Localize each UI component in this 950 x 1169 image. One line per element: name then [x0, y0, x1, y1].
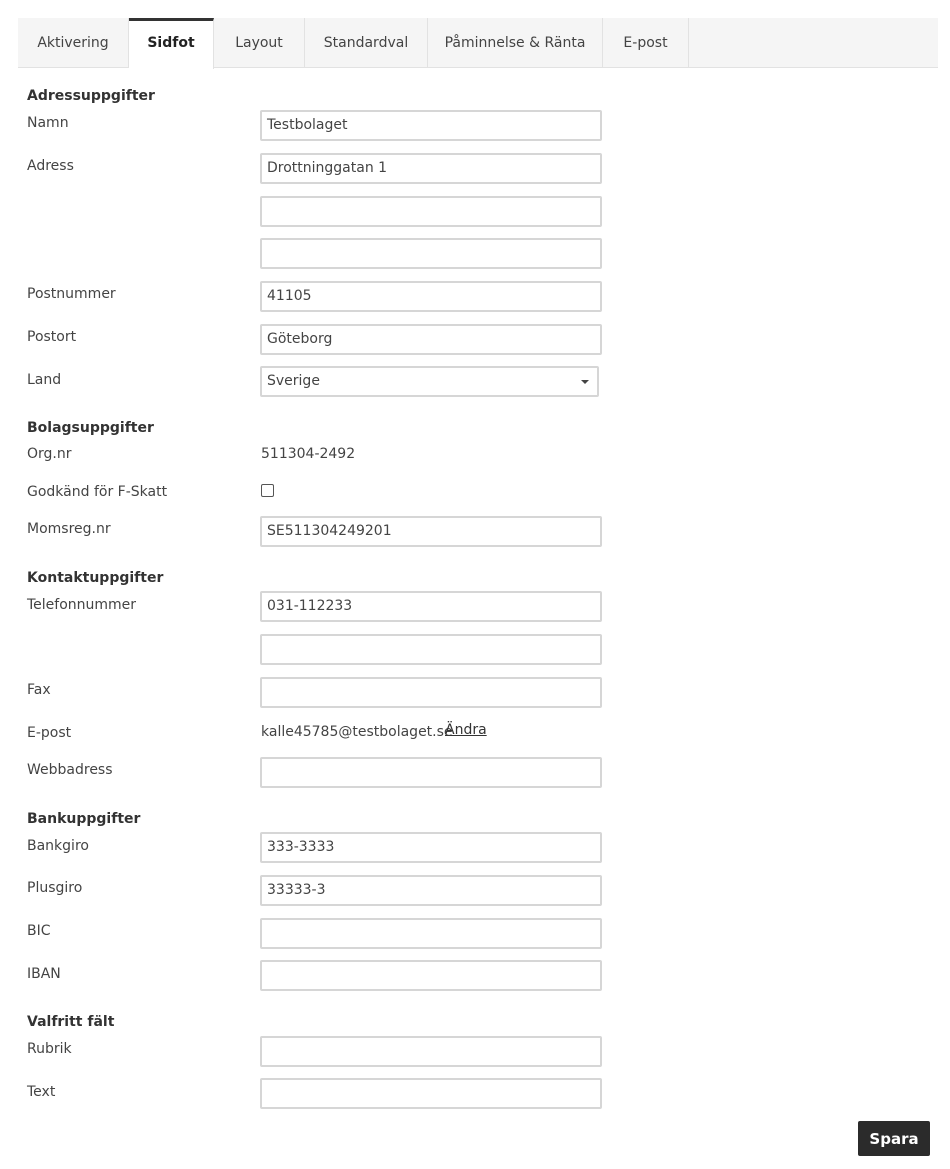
save-button[interactable]: Spara: [858, 1121, 930, 1156]
country-selected-value: Sverige: [267, 373, 320, 389]
name-label: Namn: [27, 115, 69, 131]
tab-sidfot[interactable]: Sidfot: [129, 18, 214, 69]
name-input[interactable]: Testbolaget: [260, 110, 602, 141]
postal-code-label: Postnummer: [27, 286, 116, 302]
bankgiro-input[interactable]: 333-3333: [260, 832, 602, 863]
change-email-link[interactable]: Ändra: [445, 722, 487, 738]
address-line3-input[interactable]: [260, 238, 602, 269]
address-label: Adress: [27, 158, 74, 174]
custom-text-input[interactable]: [260, 1078, 602, 1109]
section-heading-address: Adressuppgifter: [27, 88, 155, 104]
address-line1-input[interactable]: Drottninggatan 1: [260, 153, 602, 184]
city-input[interactable]: Göteborg: [260, 324, 602, 355]
tab-paminnelse-ranta[interactable]: Påminnelse & Ränta: [428, 18, 603, 68]
vat-nr-input[interactable]: SE511304249201: [260, 516, 602, 547]
country-label: Land: [27, 372, 62, 388]
f-tax-checkbox[interactable]: [261, 484, 274, 497]
email-value: kalle45785@testbolaget.se: [261, 724, 453, 740]
org-nr-value: 511304-2492: [261, 446, 356, 462]
section-heading-bank: Bankuppgifter: [27, 811, 141, 827]
custom-heading-input[interactable]: [260, 1036, 602, 1067]
tab-layout[interactable]: Layout: [214, 18, 305, 68]
custom-text-label: Text: [27, 1084, 56, 1100]
phone-label: Telefonnummer: [27, 597, 137, 613]
bankgiro-label: Bankgiro: [27, 838, 89, 854]
section-heading-custom: Valfritt fält: [27, 1014, 115, 1030]
section-heading-contact: Kontaktuppgifter: [27, 570, 164, 586]
tab-aktivering[interactable]: Aktivering: [18, 18, 129, 68]
fax-label: Fax: [27, 682, 51, 698]
phone-input[interactable]: 031-112233: [260, 591, 602, 622]
city-label: Postort: [27, 329, 77, 345]
iban-label: IBAN: [27, 966, 61, 982]
address-line2-input[interactable]: [260, 196, 602, 227]
web-input[interactable]: [260, 757, 602, 788]
vat-nr-label: Momsreg.nr: [27, 521, 111, 537]
org-nr-label: Org.nr: [27, 446, 72, 462]
tab-standardval[interactable]: Standardval: [305, 18, 428, 68]
iban-input[interactable]: [260, 960, 602, 991]
web-label: Webbadress: [27, 762, 113, 778]
custom-heading-label: Rubrik: [27, 1041, 72, 1057]
caret-down-icon: [581, 380, 589, 384]
fax-input[interactable]: [260, 677, 602, 708]
bic-input[interactable]: [260, 918, 602, 949]
plusgiro-input[interactable]: 33333-3: [260, 875, 602, 906]
tab-bar: [18, 18, 938, 68]
plusgiro-label: Plusgiro: [27, 880, 83, 896]
section-heading-company: Bolagsuppgifter: [27, 420, 154, 436]
postal-code-input[interactable]: 41105: [260, 281, 602, 312]
email-label: E-post: [27, 725, 72, 741]
phone-secondary-input[interactable]: [260, 634, 602, 665]
tab-epost[interactable]: E-post: [603, 18, 689, 68]
f-tax-label: Godkänd för F-Skatt: [27, 484, 168, 500]
bic-label: BIC: [27, 923, 51, 939]
country-select[interactable]: [260, 366, 599, 397]
